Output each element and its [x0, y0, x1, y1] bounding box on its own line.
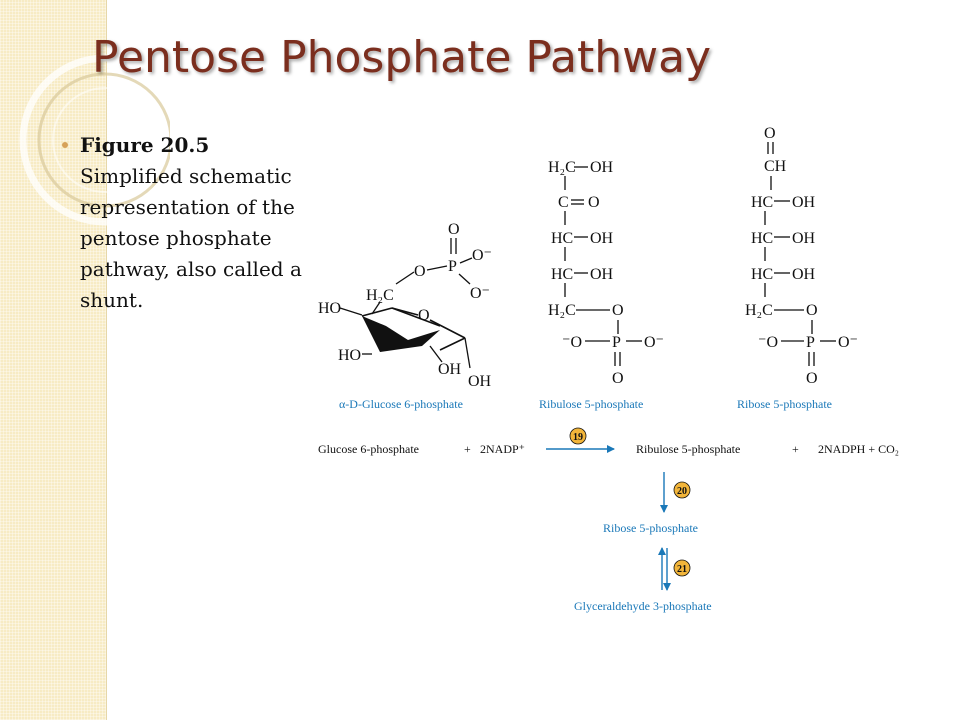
ribose-5-phosphate-node: Ribose 5-phosphate — [603, 521, 698, 535]
svg-text:OH: OH — [590, 230, 614, 247]
svg-text:HC: HC — [751, 194, 774, 211]
ribulose-5-phosphate-structure — [548, 159, 664, 387]
svg-text:OH: OH — [468, 373, 492, 390]
svg-text:O: O — [806, 370, 818, 387]
svg-text:H₂C: H₂C — [548, 302, 576, 319]
glucose-6-phosphate-structure — [318, 221, 492, 390]
svg-text:HO: HO — [338, 347, 362, 364]
plus-sign-2: + — [792, 442, 799, 456]
svg-text:OH: OH — [792, 266, 816, 283]
svg-text:O: O — [414, 263, 426, 280]
svg-text:O⁻: O⁻ — [470, 285, 490, 302]
svg-text:HC: HC — [751, 230, 774, 247]
step-number-19: 19 — [573, 432, 583, 443]
figure-label: Figure 20.5 — [80, 133, 210, 157]
svg-text:OH: OH — [792, 194, 816, 211]
svg-text:OH: OH — [590, 159, 614, 176]
step-number-20: 20 — [677, 486, 687, 497]
svg-text:CH: CH — [764, 158, 787, 175]
svg-text:O: O — [806, 302, 818, 319]
reactant-glucose-6-phosphate: Glucose 6-phosphate — [318, 442, 419, 456]
caption-text: Simplified schematic representation of the pentose phosphate pathway, also called a shunt. — [80, 164, 302, 312]
svg-text:HC: HC — [751, 266, 774, 283]
glyceraldehyde-3-phosphate-node: Glyceraldehyde 3-phosphate — [574, 599, 712, 613]
svg-text:P: P — [448, 258, 457, 275]
plus-sign: + — [464, 442, 471, 456]
svg-text:O⁻: O⁻ — [838, 334, 858, 351]
svg-text:HO: HO — [318, 300, 342, 317]
ribose-5-phosphate-structure — [745, 125, 858, 387]
svg-text:HC: HC — [551, 230, 574, 247]
svg-text:OH: OH — [590, 266, 614, 283]
svg-text:HC: HC — [551, 266, 574, 283]
product-ribulose-5-phosphate: Ribulose 5-phosphate — [636, 442, 741, 456]
svg-text:O⁻: O⁻ — [472, 247, 492, 264]
svg-text:H₂C: H₂C — [745, 302, 773, 319]
svg-text:O: O — [612, 370, 624, 387]
glucose-6-phosphate-label: α-D-Glucose 6-phosphate — [339, 397, 463, 411]
slide-title: Pentose Phosphate Pathway — [92, 32, 712, 83]
svg-text:P: P — [612, 334, 621, 351]
cofactor-nadp: 2NADP⁺ — [480, 442, 526, 456]
svg-text:O: O — [418, 307, 430, 324]
svg-text:H₂C: H₂C — [366, 287, 394, 304]
svg-text:OH: OH — [438, 361, 462, 378]
svg-text:O: O — [764, 125, 776, 142]
svg-text:⁻O: ⁻O — [758, 334, 778, 351]
svg-text:O: O — [588, 194, 600, 211]
ribulose-5-phosphate-label: Ribulose 5-phosphate — [539, 397, 644, 411]
ribose-5-phosphate-label: Ribose 5-phosphate — [737, 397, 832, 411]
svg-text:C: C — [558, 194, 569, 211]
svg-text:⁻O: ⁻O — [562, 334, 582, 351]
svg-text:OH: OH — [792, 230, 816, 247]
svg-text:O: O — [448, 221, 460, 238]
product-nadph-co2: 2NADPH + CO₂ — [818, 442, 899, 456]
step-number-21: 21 — [677, 564, 687, 575]
svg-text:O⁻: O⁻ — [644, 334, 664, 351]
svg-text:O: O — [612, 302, 624, 319]
svg-text:H₂C: H₂C — [548, 159, 576, 176]
svg-text:P: P — [806, 334, 815, 351]
